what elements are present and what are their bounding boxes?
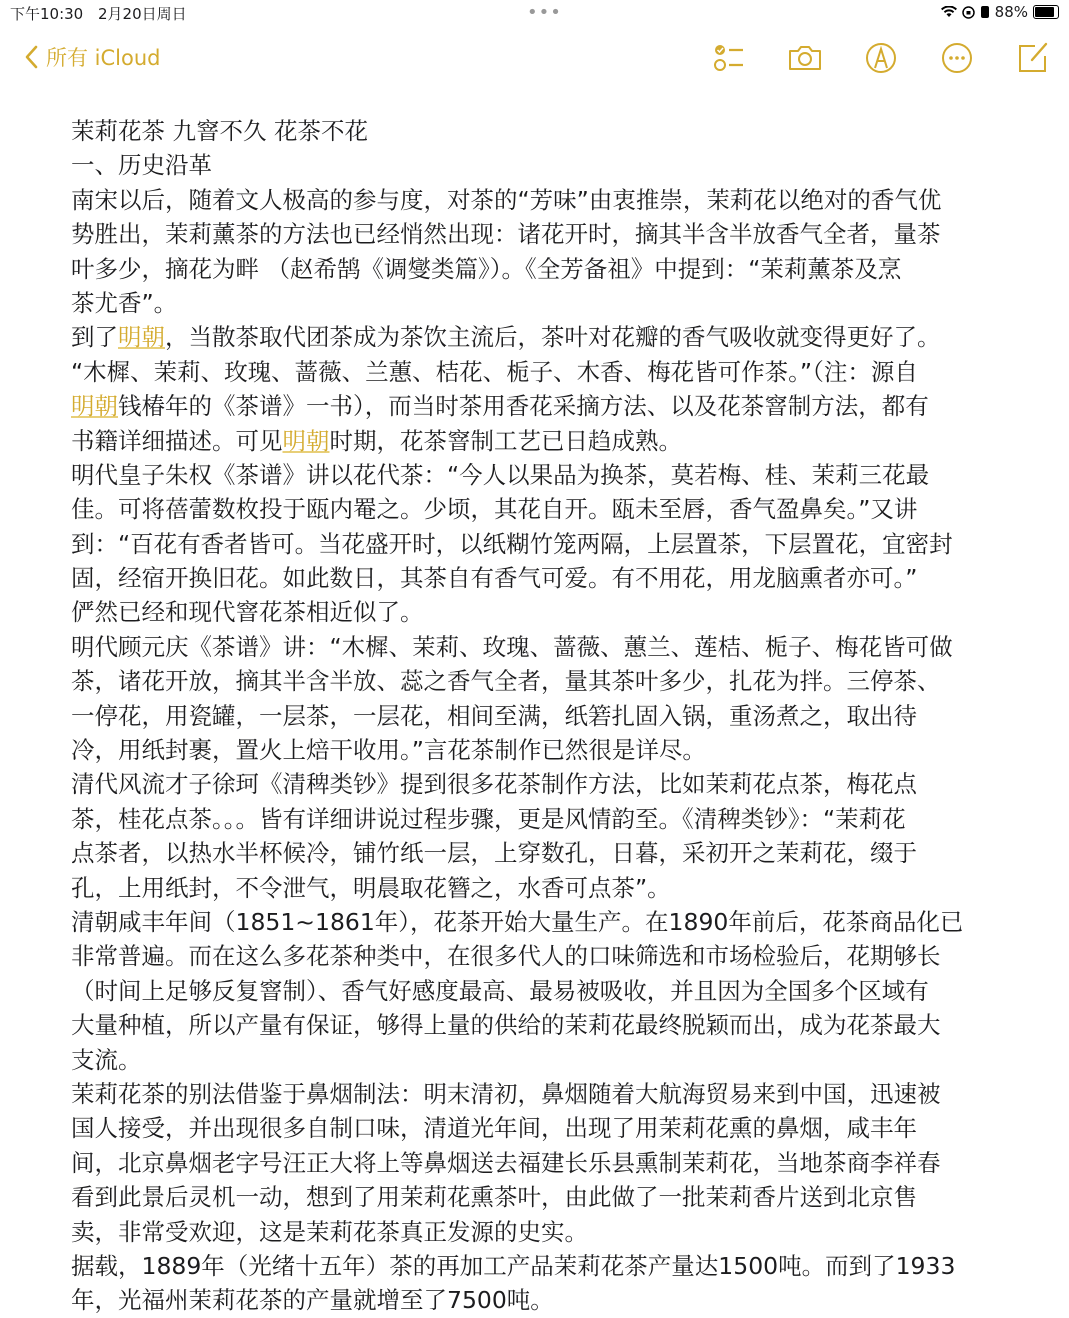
note-line: 年，光福州茉莉花茶的产量就增至了7500吨。	[71, 1286, 554, 1315]
wifi-icon	[941, 6, 957, 18]
status-bar	[0, 0, 1069, 26]
note-line: 大量种植，所以产量有保证，够得上量的供给的茉莉花最终脱颖而出，成为花茶最大	[71, 1011, 941, 1040]
text-segment: ，当散茶取代团茶成为茶饮主流后，茶叶对花瓣的香气吸收就变得更好了。	[165, 323, 941, 352]
note-line: 明代皇子朱权《茶谱》讲以花代茶：“今人以果品为换茶，莫若梅、桂、茉莉三花最	[71, 460, 930, 489]
lock-icon	[980, 5, 990, 19]
note-line: 间，北京鼻烟老字号汪正大将上等鼻烟送去福建长乐县熏制茉莉花，当地茶商李祥春	[71, 1148, 941, 1177]
note-line: 茉莉花茶的别法借鉴于鼻烟制法：明末清初，鼻烟随着大航海贸易来到中国，迅速被	[71, 1079, 941, 1108]
note-line: 看到此景后灵机一动，想到了用茉莉花熏茶叶，由此做了一批茉莉香片送到北京售	[71, 1183, 917, 1212]
ellipsis-circle-icon	[939, 40, 975, 76]
note-line: 孔，上用纸封，不令泄气，明晨取花簪之，水香可点茶”。	[71, 873, 671, 902]
status-date: 2月20日周日	[98, 5, 187, 23]
note-line: 清代风流才子徐珂《清稗类钞》提到很多花茶制作方法，比如茉莉花点茶，梅花点	[71, 770, 917, 799]
status-time: 下午10:30	[10, 5, 84, 23]
camera-button[interactable]	[787, 40, 823, 76]
note-line: 茶尤香”。	[71, 288, 178, 317]
compose-button[interactable]	[1015, 40, 1051, 76]
multitasking-dots-icon[interactable]: •••	[527, 2, 562, 23]
text-segment: 到了	[71, 323, 118, 352]
battery-level	[1035, 7, 1054, 17]
note-line: 一、历史沿革	[71, 151, 212, 180]
note-body[interactable]	[71, 114, 963, 1318]
note-line	[71, 424, 963, 458]
note-line: 茶，桂花点茶。。。皆有详细讲说过程步骤，更是风情韵至。《清稗类钞》：“茉莉花	[71, 804, 906, 833]
data-detector-link[interactable]: 明朝	[282, 426, 330, 455]
note-line: 点茶者，以热水半杯候冷，铺竹纸一层，上穿数孔，日暮，采初开之茉莉花，缀于	[71, 839, 917, 868]
back-button[interactable]	[24, 42, 161, 72]
note-line: 冷，用纸封裹，置火上焙干收用。”言花茶制作已然很是详尽。	[71, 736, 706, 765]
data-detector-link[interactable]: 明朝	[71, 392, 118, 421]
note-line: 势胜出，茉莉薰茶的方法也已经悄然出现：诸花开时，摘其半含半放香气全者，量茶	[71, 220, 941, 249]
note-line	[71, 389, 963, 423]
text-segment: 钱椿年的《茶谱》一书），而当时茶用香花采摘方法、以及花茶窨制方法，都有	[118, 392, 929, 421]
more-button[interactable]	[939, 40, 975, 76]
note-line: 一停花，用瓷罐，一层茶，一层花，相间至满，纸箬扎固入锅，重汤煮之，取出待	[71, 701, 917, 730]
note-line: 俨然已经和现代窨花茶相近似了。	[71, 598, 424, 627]
checklist-button[interactable]	[711, 40, 747, 76]
note-line: 卖，非常受欢迎，这是茉莉花茶真正发源的史实。	[71, 1217, 588, 1246]
markup-button[interactable]	[863, 40, 899, 76]
chevron-left-icon	[24, 45, 38, 69]
note-line: “木樨、茉莉、玫瑰、蔷薇、兰蕙、桔花、栀子、木香、梅花皆可作茶。”（注：源自	[71, 357, 918, 386]
note-line: 据载，1889年（光绪十五年）茶的再加工产品茉莉花茶产量达1500吨。而到了1933	[71, 1251, 956, 1280]
pen-circle-icon	[863, 40, 899, 76]
note-line: 明代顾元庆《茶谱》讲：“木樨、茉莉、玫瑰、蔷薇、蕙兰、莲桔、栀子、梅花皆可做	[71, 632, 953, 661]
note-line: 国人接受，并出现很多自制口味，清道光年间，出现了用茉莉花熏的鼻烟，咸丰年	[71, 1114, 917, 1143]
note-line: 非常普遍。而在这么多花茶种类中，在很多代人的口味筛选和市场检验后，花期够长	[71, 942, 941, 971]
orientation-lock-icon	[962, 6, 975, 19]
data-detector-link[interactable]: 明朝	[118, 323, 165, 352]
text-segment: 时期，花茶窨制工艺已日趋成熟。	[329, 426, 682, 455]
note-line: 到：“百花有香者皆可。当花盛开时，以纸糊竹笼两隔，上层置茶，下层置花，宜密封	[71, 529, 953, 558]
camera-icon	[787, 40, 823, 76]
note-line: 南宋以后，随着文人极高的参与度，对茶的“芳味”由衷推崇，茉莉花以绝对的香气优	[71, 185, 942, 214]
note-toolbar	[0, 38, 1069, 78]
note-line	[71, 320, 963, 354]
note-title: 茉莉花茶 九窨不久 花茶不花	[71, 117, 368, 145]
battery-icon	[1033, 5, 1059, 19]
compose-icon	[1015, 40, 1051, 76]
status-indicators	[941, 3, 1059, 21]
battery-percent: 88%	[994, 3, 1028, 21]
back-button-label: 所有 iCloud	[46, 46, 161, 70]
note-line: （时间上足够反复窨制）、香气好感度最高、最易被吸收，并且因为全国多个区域有	[71, 976, 929, 1005]
checklist-icon	[711, 40, 747, 76]
note-line: 叶多少，摘花为畔 （赵希鹄《调燮类篇》）。《全芳备祖》中提到：“茉莉薰茶及烹	[71, 254, 902, 283]
note-line: 清朝咸丰年间（1851~1861年），花茶开始大量生产。在1890年前后，花茶商品化已	[71, 907, 964, 936]
note-line: 支流。	[71, 1045, 142, 1074]
note-line: 茶，诸花开放，摘其半含半放、蕊之香气全者，量其茶叶多少，扎花为拌。三停茶、	[71, 667, 941, 696]
text-segment: 书籍详细描述。可见	[71, 426, 283, 455]
note-line: 佳。可将蓓蕾数枚投于瓯内罨之。少顷，其花自开。瓯未至唇，香气盈鼻矣。”又讲	[71, 495, 918, 524]
note-line: 固，经宿开换旧花。如此数日，其茶自有香气可爱。有不用花，用龙脑熏者亦可。”	[71, 564, 918, 593]
